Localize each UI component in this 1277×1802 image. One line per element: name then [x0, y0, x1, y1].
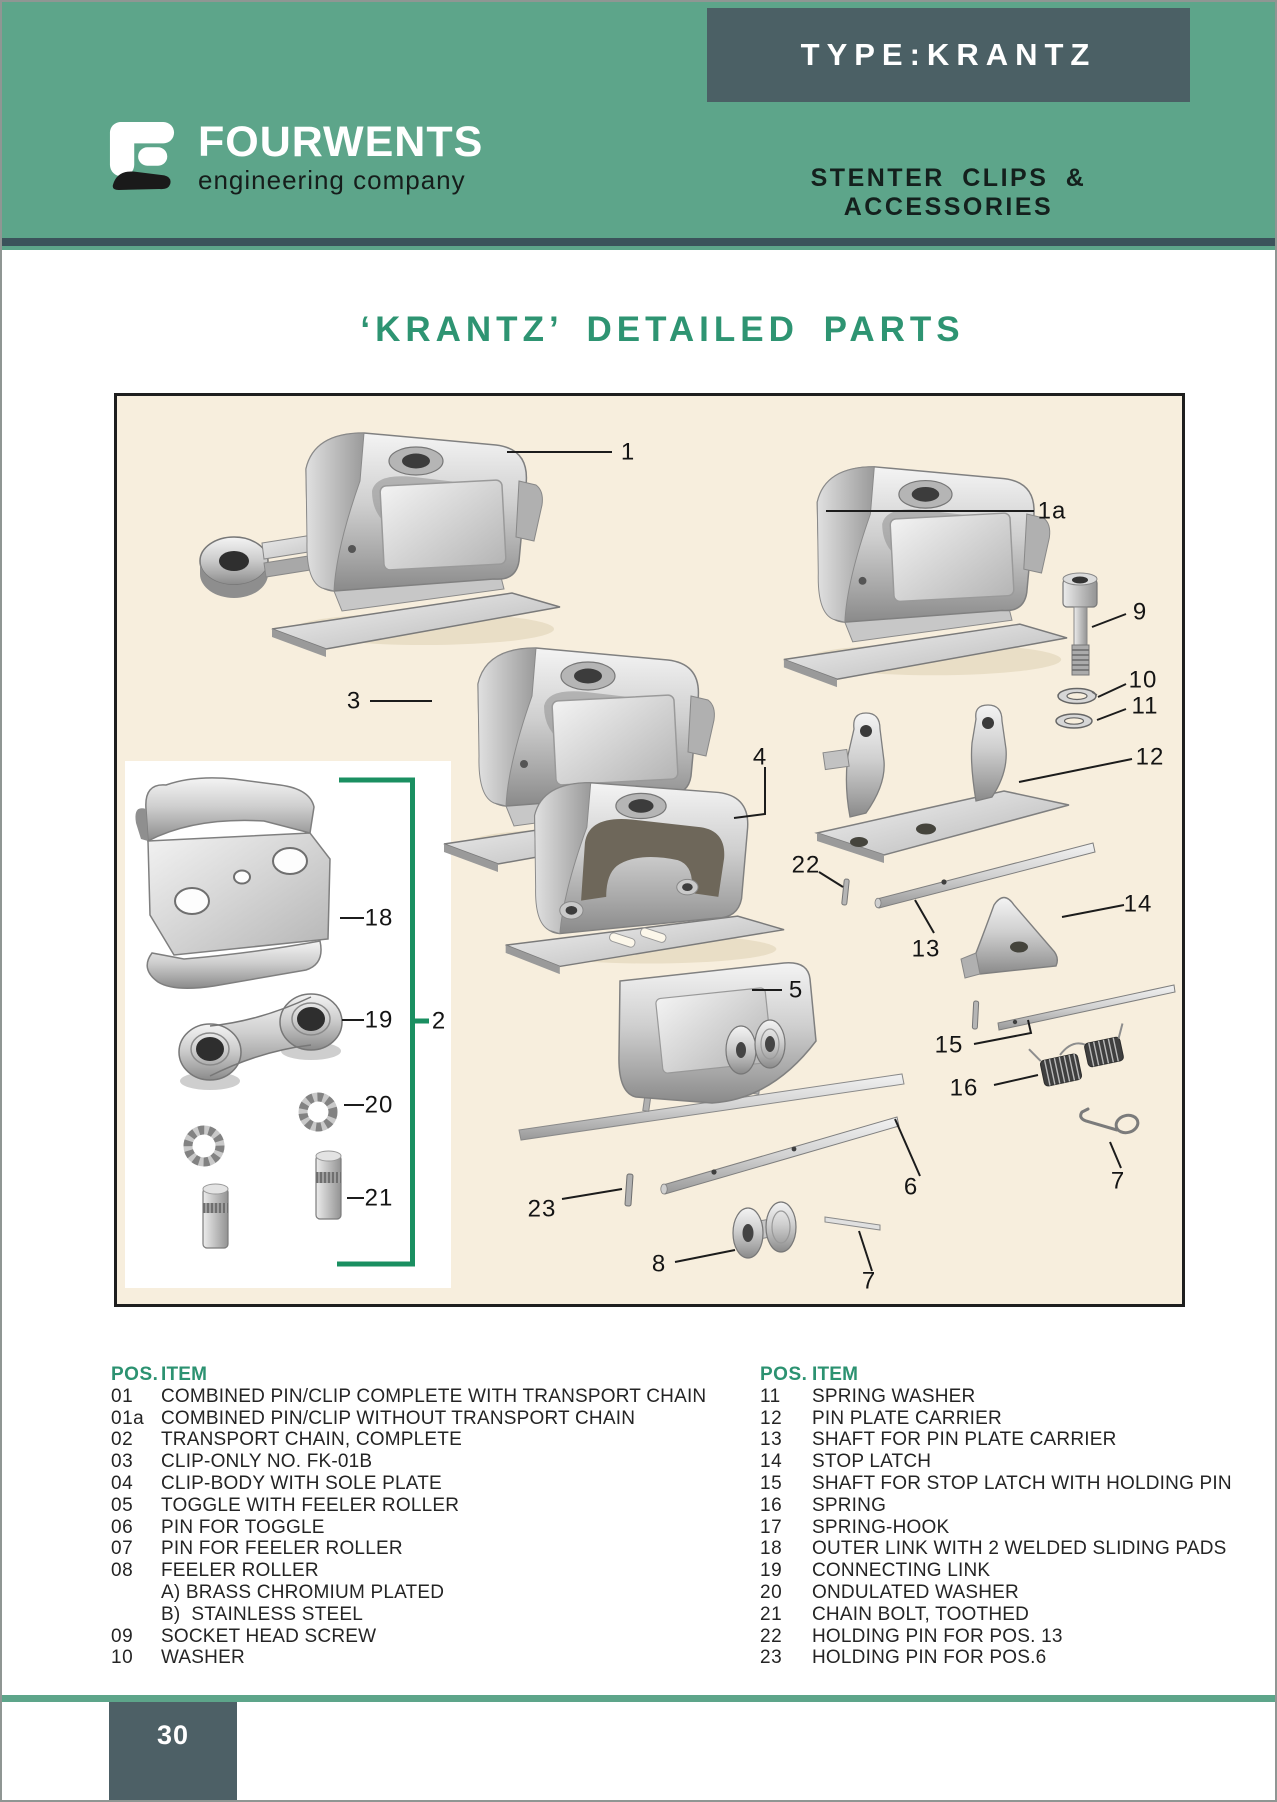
parts-list-row: [111, 1560, 711, 1582]
part-pos: 14: [760, 1451, 783, 1473]
callout-10: 10: [1128, 666, 1158, 694]
part-pos: 12: [760, 1407, 783, 1429]
callout-23: 23: [527, 1195, 557, 1223]
part-item: STOP LATCH: [812, 1451, 932, 1473]
callout-19: 19: [364, 1006, 394, 1034]
header-subtitle: STENTER CLIPS & ACCESSORIES: [810, 164, 1087, 221]
part-pos: 04: [111, 1472, 134, 1494]
footer-bar: [2, 1695, 1275, 1702]
part-item: COMBINED PIN/CLIP COMPLETE WITH TRANSPORT CHAIN: [161, 1385, 707, 1407]
callout-20: 20: [364, 1091, 394, 1119]
part-pos: [111, 1604, 161, 1626]
page-number: 30: [156, 1720, 190, 1750]
parts-list-row: [111, 1582, 711, 1604]
callout-11: 11: [1131, 692, 1159, 720]
parts-list-row: [760, 1560, 1240, 1582]
part-illustration-combined-pin-clip-without-chain: [784, 467, 1067, 687]
part-item: CLIP-BODY WITH SOLE PLATE: [161, 1472, 442, 1494]
callout-6: 6: [903, 1173, 919, 1201]
parts-list-row: [760, 1429, 1240, 1451]
parts-list-row: [111, 1517, 711, 1539]
part-pos: 05: [111, 1494, 134, 1516]
parts-list-row: [760, 1473, 1240, 1495]
part-pos: 07: [111, 1538, 134, 1560]
callout-9: 9: [1132, 598, 1148, 626]
parts-list-row: [111, 1386, 711, 1408]
part-item: PIN PLATE CARRIER: [812, 1407, 1002, 1429]
parts-list-row: [111, 1429, 711, 1451]
page-title: ‘KRANTZ’ DETAILED PARTS: [360, 310, 965, 349]
parts-diagram: [114, 393, 1185, 1307]
callout-14: 14: [1123, 890, 1153, 918]
parts-list-row: [760, 1626, 1240, 1648]
part-pos: 06: [111, 1516, 134, 1538]
header-divider: [2, 238, 1275, 246]
part-item: CHAIN BOLT, TOOTHED: [812, 1603, 1030, 1625]
part-pos: 13: [760, 1429, 783, 1451]
part-item: A) BRASS CHROMIUM PLATED: [161, 1581, 445, 1603]
callout-1: 1: [620, 438, 636, 466]
callout-4: 4: [752, 743, 768, 771]
parts-list-row: [111, 1473, 711, 1495]
part-item: PIN FOR TOGGLE: [161, 1516, 325, 1538]
callout-21: 21: [364, 1184, 394, 1212]
parts-list-row: [760, 1604, 1240, 1626]
part-pos: 16: [760, 1494, 783, 1516]
part-item: COMBINED PIN/CLIP WITHOUT TRANSPORT CHAIN: [161, 1407, 636, 1429]
page-number-box: [109, 1702, 237, 1802]
part-pos: 21: [760, 1603, 783, 1625]
parts-list-row: [111, 1451, 711, 1473]
part-illustration-outer-link: [135, 778, 330, 988]
type-badge: [707, 8, 1190, 102]
item-header: ITEM: [812, 1364, 859, 1385]
callout-5: 5: [788, 976, 804, 1004]
callout-8: 8: [651, 1250, 667, 1278]
part-item: WASHER: [161, 1647, 245, 1669]
part-pos: 15: [760, 1472, 783, 1494]
callout-7-hook: 7: [1110, 1167, 1126, 1195]
parts-list-row: [111, 1495, 711, 1517]
part-item: SPRING: [812, 1494, 887, 1516]
parts-list-row: [111, 1626, 711, 1648]
part-item: B) STAINLESS STEEL: [161, 1603, 363, 1625]
part-pos: 03: [111, 1451, 134, 1473]
part-pos: 18: [760, 1538, 783, 1560]
callout-13: 13: [911, 935, 941, 963]
callout-15: 15: [934, 1031, 964, 1059]
part-pos: 01a: [111, 1407, 145, 1429]
part-pos: 10: [111, 1647, 134, 1669]
parts-list-right: [760, 1364, 1240, 1669]
parts-list-row: [760, 1386, 1240, 1408]
callout-7-pin: 7: [861, 1267, 877, 1295]
part-pos: 11: [760, 1385, 781, 1407]
part-item: SPRING-HOOK: [812, 1516, 950, 1538]
parts-list-row: [111, 1647, 711, 1669]
part-illustration-spring-washer: [1058, 689, 1097, 704]
part-pos: 20: [760, 1581, 783, 1603]
parts-list-row: [760, 1538, 1240, 1560]
brand-text: [198, 119, 483, 194]
type-badge-label: TYPE:KRANTZ: [800, 37, 1097, 72]
part-pos: 02: [111, 1429, 134, 1451]
part-item: CLIP-ONLY NO. FK-01B: [161, 1451, 373, 1473]
part-pos: 19: [760, 1560, 783, 1582]
parts-list-row: [760, 1647, 1240, 1669]
part-pos: 08: [111, 1560, 134, 1582]
part-item: SHAFT FOR STOP LATCH WITH HOLDING PIN: [812, 1472, 1232, 1494]
callout-1a: 1a: [1037, 497, 1067, 525]
part-pos: 17: [760, 1516, 783, 1538]
part-item: TRANSPORT CHAIN, COMPLETE: [161, 1429, 462, 1451]
part-item: ONDULATED WASHER: [812, 1581, 1019, 1603]
part-pos: [111, 1582, 161, 1604]
callout-18: 18: [364, 904, 394, 932]
brand-tagline: engineering company: [198, 165, 466, 195]
part-item: SHAFT FOR PIN PLATE CARRIER: [812, 1429, 1117, 1451]
parts-list-header: [760, 1364, 1240, 1386]
item-header: ITEM: [161, 1364, 208, 1385]
parts-list-header: [111, 1364, 711, 1386]
parts-list-row: [760, 1451, 1240, 1473]
part-pos: 01: [111, 1385, 134, 1407]
part-item: HOLDING PIN FOR POS. 13: [812, 1625, 1063, 1647]
part-pos: 22: [760, 1625, 783, 1647]
part-item: SOCKET HEAD SCREW: [161, 1625, 377, 1647]
pos-header: POS.: [760, 1364, 808, 1385]
part-illustration-clip-body: [506, 783, 784, 974]
brand-name: FOURWENTS: [198, 118, 484, 166]
parts-list-row: [760, 1582, 1240, 1604]
part-item: SPRING WASHER: [812, 1385, 976, 1407]
brand-logo: [108, 119, 483, 194]
parts-list-row: [111, 1604, 711, 1626]
callout-2: 2: [431, 1007, 447, 1035]
parts-list-row: [111, 1408, 711, 1430]
part-item: TOGGLE WITH FEELER ROLLER: [161, 1494, 460, 1516]
fourwents-logo-icon: [108, 119, 176, 193]
pos-header: POS.: [111, 1364, 159, 1385]
part-item: HOLDING PIN FOR POS.6: [812, 1647, 1047, 1669]
part-item: PIN FOR FEELER ROLLER: [161, 1538, 403, 1560]
part-pos: 23: [760, 1647, 783, 1669]
callout-12: 12: [1135, 743, 1165, 771]
parts-list-row: [760, 1495, 1240, 1517]
part-pos: 09: [111, 1625, 134, 1647]
part-item: FEELER ROLLER: [161, 1560, 319, 1582]
part-item: OUTER LINK WITH 2 WELDED SLIDING PADS: [812, 1538, 1227, 1560]
parts-list-row: [760, 1517, 1240, 1539]
parts-list-row: [760, 1408, 1240, 1430]
callout-22: 22: [791, 851, 821, 879]
part-item: CONNECTING LINK: [812, 1560, 991, 1582]
callout-16: 16: [949, 1074, 979, 1102]
parts-list-row: [111, 1538, 711, 1560]
callout-3: 3: [346, 687, 362, 715]
parts-list-left: [111, 1364, 711, 1669]
header-band: [2, 2, 1275, 250]
part-illustration-washer: [1056, 714, 1092, 728]
